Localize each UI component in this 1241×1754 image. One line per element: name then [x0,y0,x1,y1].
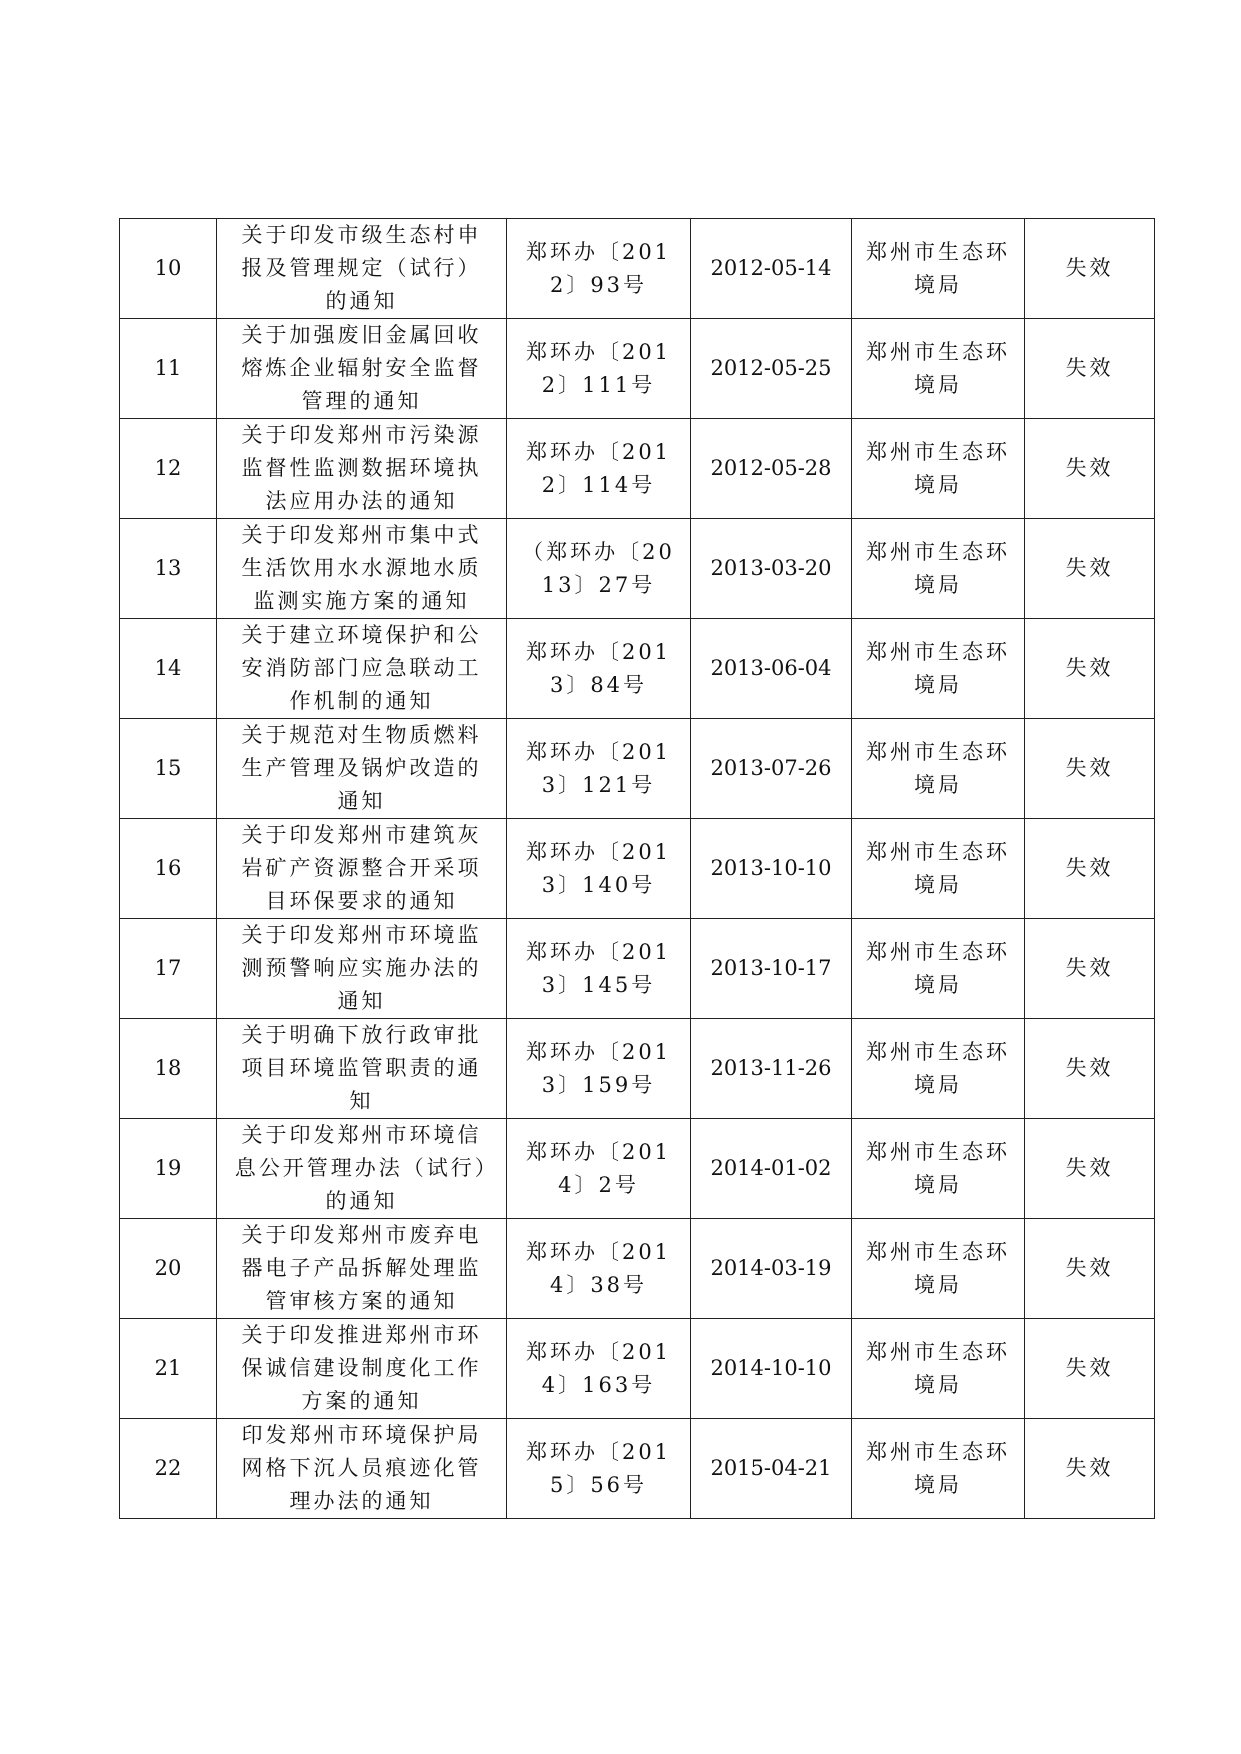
status-label: 失效 [1065,856,1114,880]
issue-date-cell [691,619,852,719]
table-row [120,219,1155,319]
issue-date: 2012-05-28 [710,456,832,480]
issue-date: 2013-03-20 [710,556,832,580]
issuing-organization-cell [852,319,1025,419]
status-label: 失效 [1065,1156,1114,1180]
document-title-cell [217,719,507,819]
issuing-organization-cell [852,519,1025,619]
document-title: 关于印发郑州市污染源监督性监测数据环境执法应用办法的通知 [241,423,482,513]
issuing-organization: 郑州市生态环境局 [866,1239,1010,1297]
table-row [120,1019,1155,1119]
issuing-organization-cell [852,719,1025,819]
document-title-cell [217,419,507,519]
issue-date-cell [691,1019,852,1119]
document-number: 郑环办〔2014〕38号 [525,1239,672,1297]
row-number-cell [120,1319,217,1419]
issue-date-cell [691,719,852,819]
issue-date: 2013-06-04 [710,656,832,680]
document-number: 郑环办〔2014〕163号 [525,1339,672,1397]
issuing-organization-cell [852,619,1025,719]
issue-date-cell [691,1419,852,1519]
status-label: 失效 [1065,256,1114,280]
status-label: 失效 [1065,1356,1114,1380]
table-row [120,419,1155,519]
status-label-cell [1025,919,1155,1019]
status-label-cell [1025,1219,1155,1319]
document-number-cell [507,419,691,519]
status-label: 失效 [1065,656,1114,680]
document-title-cell [217,319,507,419]
status-label-cell [1025,1419,1155,1519]
issue-date: 2012-05-14 [710,256,832,280]
document-title-cell [217,1219,507,1319]
document-number: 郑环办〔2013〕84号 [525,639,672,697]
status-label-cell [1025,519,1155,619]
status-label-cell [1025,719,1155,819]
status-label: 失效 [1065,756,1114,780]
issue-date-cell [691,1219,852,1319]
table-row [120,819,1155,919]
document-title: 关于印发郑州市环境信息公开管理办法（试行）的通知 [234,1123,489,1213]
row-number-cell [120,619,217,719]
issuing-organization-cell [852,1419,1025,1519]
document-title-cell [217,519,507,619]
status-label: 失效 [1065,956,1114,980]
row-number: 13 [154,556,182,580]
document-title: 关于印发郑州市集中式生活饮用水水源地水质监测实施方案的通知 [241,523,482,613]
issue-date: 2014-03-19 [710,1256,832,1280]
row-number: 11 [154,356,182,380]
document-number-cell [507,319,691,419]
issuing-organization-cell [852,1319,1025,1419]
document-number-cell [507,519,691,619]
row-number: 14 [154,656,182,680]
document-title: 关于明确下放行政审批项目环境监管职责的通知 [241,1023,482,1113]
issuing-organization-cell [852,1219,1025,1319]
issuing-organization: 郑州市生态环境局 [866,339,1010,397]
table-row [120,1319,1155,1419]
issuing-organization: 郑州市生态环境局 [866,939,1010,997]
document-number-cell [507,219,691,319]
document-title-cell [217,919,507,1019]
issuing-organization: 郑州市生态环境局 [866,639,1010,697]
document-number-cell [507,819,691,919]
document-title-cell [217,1119,507,1219]
issuing-organization-cell [852,1119,1025,1219]
row-number-cell [120,1219,217,1319]
row-number-cell [120,919,217,1019]
row-number: 19 [154,1156,182,1180]
issuing-organization: 郑州市生态环境局 [866,539,1010,597]
document-number: 郑环办〔2012〕93号 [525,239,672,297]
row-number-cell [120,819,217,919]
document-title: 关于印发推进郑州市环保诚信建设制度化工作方案的通知 [241,1323,482,1413]
row-number: 21 [154,1356,182,1380]
status-label: 失效 [1065,1456,1114,1480]
issuing-organization: 郑州市生态环境局 [866,439,1010,497]
status-label-cell [1025,419,1155,519]
document-number: 郑环办〔2012〕111号 [525,339,672,397]
status-label-cell [1025,319,1155,419]
row-number: 22 [154,1456,182,1480]
issuing-organization-cell [852,1019,1025,1119]
document-title-cell [217,219,507,319]
document-number: 郑环办〔2013〕121号 [525,739,672,797]
issue-date-cell [691,819,852,919]
document-title: 关于印发市级生态村申报及管理规定（试行）的通知 [241,223,482,313]
document-title: 关于规范对生物质燃料生产管理及锅炉改造的通知 [241,723,482,813]
row-number-cell [120,1019,217,1119]
document-title: 关于建立环境保护和公安消防部门应急联动工作机制的通知 [241,623,482,713]
table-row [120,519,1155,619]
issuing-organization: 郑州市生态环境局 [866,1439,1010,1497]
status-label-cell [1025,219,1155,319]
document-number: （郑环办〔2013〕27号 [522,539,675,597]
document-number-cell [507,1419,691,1519]
issuing-organization-cell [852,419,1025,519]
issue-date: 2013-11-26 [710,1056,832,1080]
status-label-cell [1025,1119,1155,1219]
issue-date: 2013-07-26 [710,756,832,780]
document-number: 郑环办〔2012〕114号 [525,439,672,497]
table-row [120,719,1155,819]
table-row [120,319,1155,419]
document-number: 郑环办〔2013〕159号 [525,1039,672,1097]
issue-date: 2014-10-10 [710,1356,832,1380]
status-label: 失效 [1065,456,1114,480]
document-number-cell [507,1119,691,1219]
status-label-cell [1025,1019,1155,1119]
document-number: 郑环办〔2015〕56号 [525,1439,672,1497]
row-number-cell [120,1119,217,1219]
issuing-organization: 郑州市生态环境局 [866,239,1010,297]
document-title: 关于印发郑州市建筑灰岩矿产资源整合开采项目环保要求的通知 [241,823,482,913]
document-number-cell [507,719,691,819]
document-title-cell [217,1419,507,1519]
row-number: 10 [154,256,182,280]
issuing-organization: 郑州市生态环境局 [866,1339,1010,1397]
row-number: 17 [154,956,182,980]
document-number-cell [507,919,691,1019]
status-label: 失效 [1065,1056,1114,1080]
table-row [120,919,1155,1019]
document-number: 郑环办〔2013〕145号 [525,939,672,997]
document-number: 郑环办〔2013〕140号 [525,839,672,897]
document-title-cell [217,819,507,919]
document-title: 关于印发郑州市环境监测预警响应实施办法的通知 [241,923,482,1013]
issuing-organization-cell [852,219,1025,319]
document-title-cell [217,619,507,719]
issue-date-cell [691,419,852,519]
status-label-cell [1025,1319,1155,1419]
status-label: 失效 [1065,556,1114,580]
table-row [120,1219,1155,1319]
table-row [120,1419,1155,1519]
table-row [120,619,1155,719]
issue-date: 2012-05-25 [710,356,832,380]
document-title-cell [217,1319,507,1419]
issue-date-cell [691,919,852,1019]
document-number: 郑环办〔2014〕2号 [525,1139,672,1197]
issue-date-cell [691,1119,852,1219]
status-label-cell [1025,819,1155,919]
document-number-cell [507,1219,691,1319]
issuing-organization: 郑州市生态环境局 [866,1039,1010,1097]
issue-date: 2015-04-21 [710,1456,832,1480]
status-label-cell [1025,619,1155,719]
issue-date-cell [691,519,852,619]
document-number-cell [507,1319,691,1419]
issuing-organization-cell [852,819,1025,919]
issuing-organization: 郑州市生态环境局 [866,739,1010,797]
issue-date-cell [691,319,852,419]
row-number: 16 [154,856,182,880]
document-title: 关于印发郑州市废弃电器电子产品拆解处理监管审核方案的通知 [241,1223,482,1313]
issue-date: 2013-10-10 [710,856,832,880]
document-number-cell [507,1019,691,1119]
issuing-organization-cell [852,919,1025,1019]
issuing-organization: 郑州市生态环境局 [866,1139,1010,1197]
document-table [119,218,1155,1519]
issue-date: 2014-01-02 [710,1156,832,1180]
row-number-cell [120,719,217,819]
row-number-cell [120,519,217,619]
row-number-cell [120,219,217,319]
status-label: 失效 [1065,1256,1114,1280]
row-number: 20 [154,1256,182,1280]
issuing-organization: 郑州市生态环境局 [866,839,1010,897]
issue-date-cell [691,219,852,319]
document-title: 关于加强废旧金属回收熔炼企业辐射安全监督管理的通知 [241,323,482,413]
issue-date: 2013-10-17 [710,956,832,980]
row-number-cell [120,319,217,419]
row-number: 12 [154,456,182,480]
table-body [120,219,1155,1519]
status-label: 失效 [1065,356,1114,380]
row-number: 18 [154,1056,182,1080]
document-title-cell [217,1019,507,1119]
row-number-cell [120,419,217,519]
document-title: 印发郑州市环境保护局网格下沉人员痕迹化管理办法的通知 [241,1423,482,1513]
table-row [120,1119,1155,1219]
document-number-cell [507,619,691,719]
row-number-cell [120,1419,217,1519]
row-number: 15 [154,756,182,780]
issue-date-cell [691,1319,852,1419]
